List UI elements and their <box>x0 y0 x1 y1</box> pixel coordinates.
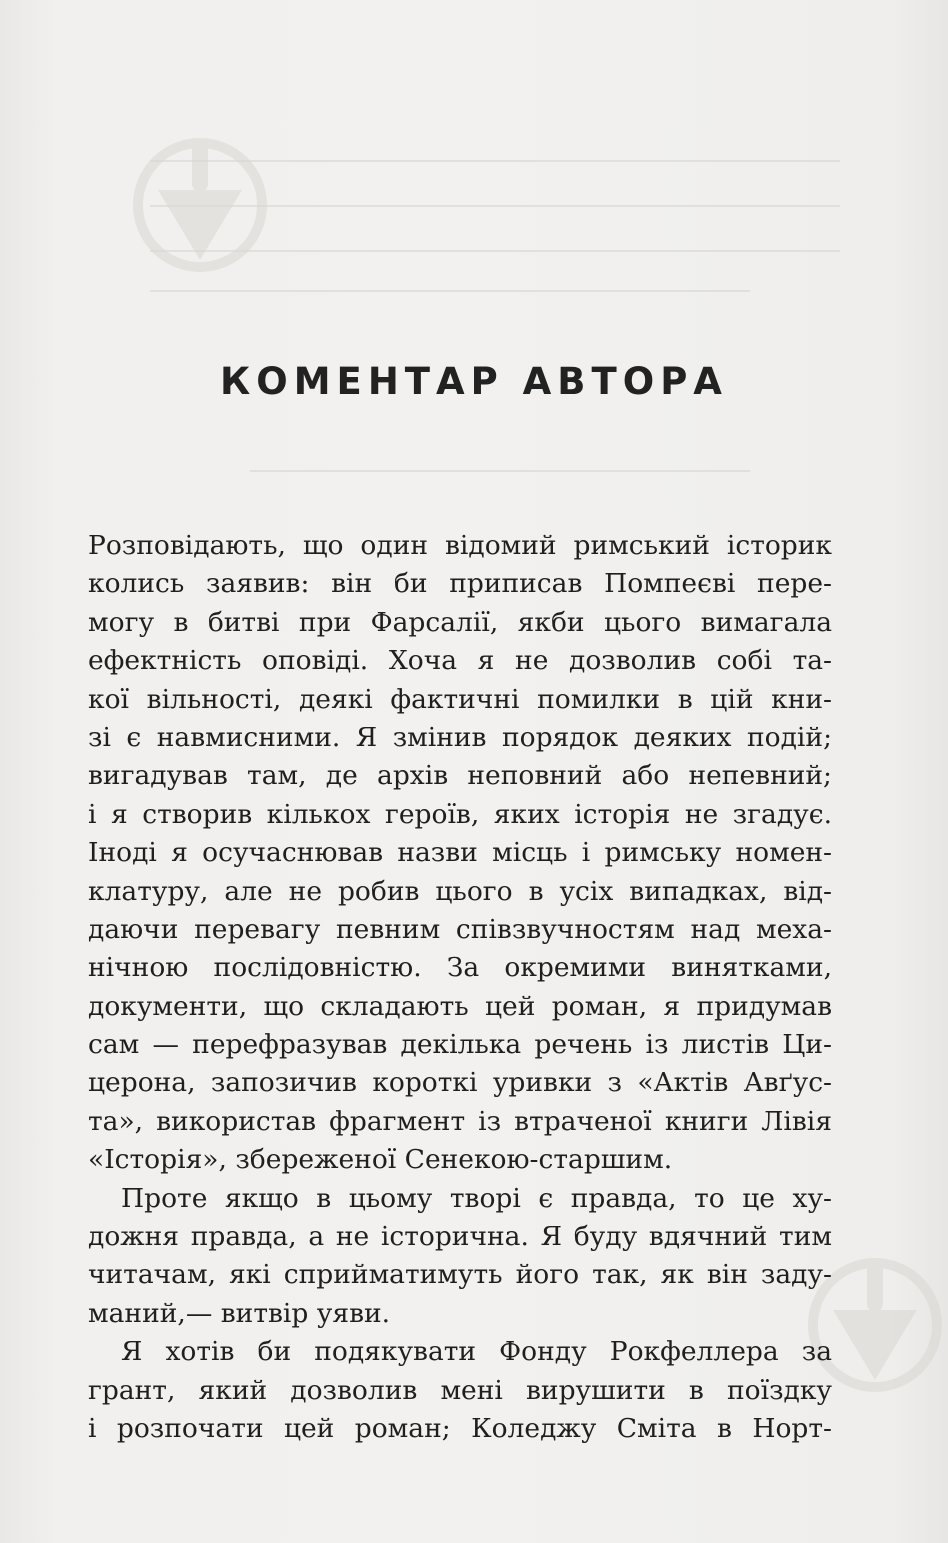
text-line: могу в битві при Фарсалії, якби цього вимагала <box>88 606 832 638</box>
bleed-through-line <box>150 290 750 292</box>
text-line: клатуру, але не робив цього в усіх випадках, від- <box>88 875 832 907</box>
shovel-watermark-icon <box>130 130 270 280</box>
text-line: кої вільності, деякі фактичні помилки в цій кни- <box>88 683 832 715</box>
text-line: Проте якщо в цьому творі є правда, то це ху- <box>121 1182 832 1214</box>
chapter-heading: КОМЕНТАР АВТОРА <box>220 360 728 403</box>
text-line: і розпочати цей роман; Коледжу Сміта в Норт- <box>88 1412 832 1444</box>
text-line: і я створив кількох героїв, яких історія не згадує. <box>88 798 832 830</box>
text-line: ефектність оповіді. Хоча я не дозволив собі та- <box>88 645 832 677</box>
text-line: церона, запозичив короткі уривки з «Актів Авґус- <box>88 1067 832 1099</box>
text-line: «Історія», збереженої Сенекою-старшим. <box>88 1144 673 1176</box>
text-line: зі є навмисними. Я змінив порядок деяких подій; <box>88 721 832 753</box>
text-line: грант, який дозволив мені вирушити в поїздку <box>88 1374 832 1406</box>
text-line: Іноді я осучаснював назви місць і римську номен- <box>88 837 832 869</box>
text-line: даючи перевагу певним співзвучностям над меха- <box>88 913 832 945</box>
text-line: документи, що складають цей роман, я придумав <box>88 990 832 1022</box>
text-line: сам — перефразував декілька речень із листів Ци- <box>88 1029 832 1061</box>
text-line: маний,— витвір уяви. <box>88 1297 391 1329</box>
text-line: Розповідають, що один відомий римський історик <box>88 530 832 561</box>
text-line: вигадував там, де архів неповний або непевний; <box>88 760 832 792</box>
text-line: нічною послідовністю. За окремими винятками, <box>88 952 832 984</box>
text-line: читачам, які сприйматимуть його так, як він заду- <box>88 1259 832 1291</box>
body-text <box>88 527 832 1448</box>
bleed-through-line <box>250 470 750 472</box>
text-line: дожня правда, а не історична. Я буду вдячний тим <box>88 1221 832 1253</box>
text-line: Я хотів би подякувати Фонду Рокфеллера за <box>121 1336 832 1368</box>
text-line: та», використав фрагмент із втраченої книги Лівія <box>88 1105 832 1137</box>
text-line: колись заявив: він би приписав Помпеєві пере- <box>88 568 832 600</box>
